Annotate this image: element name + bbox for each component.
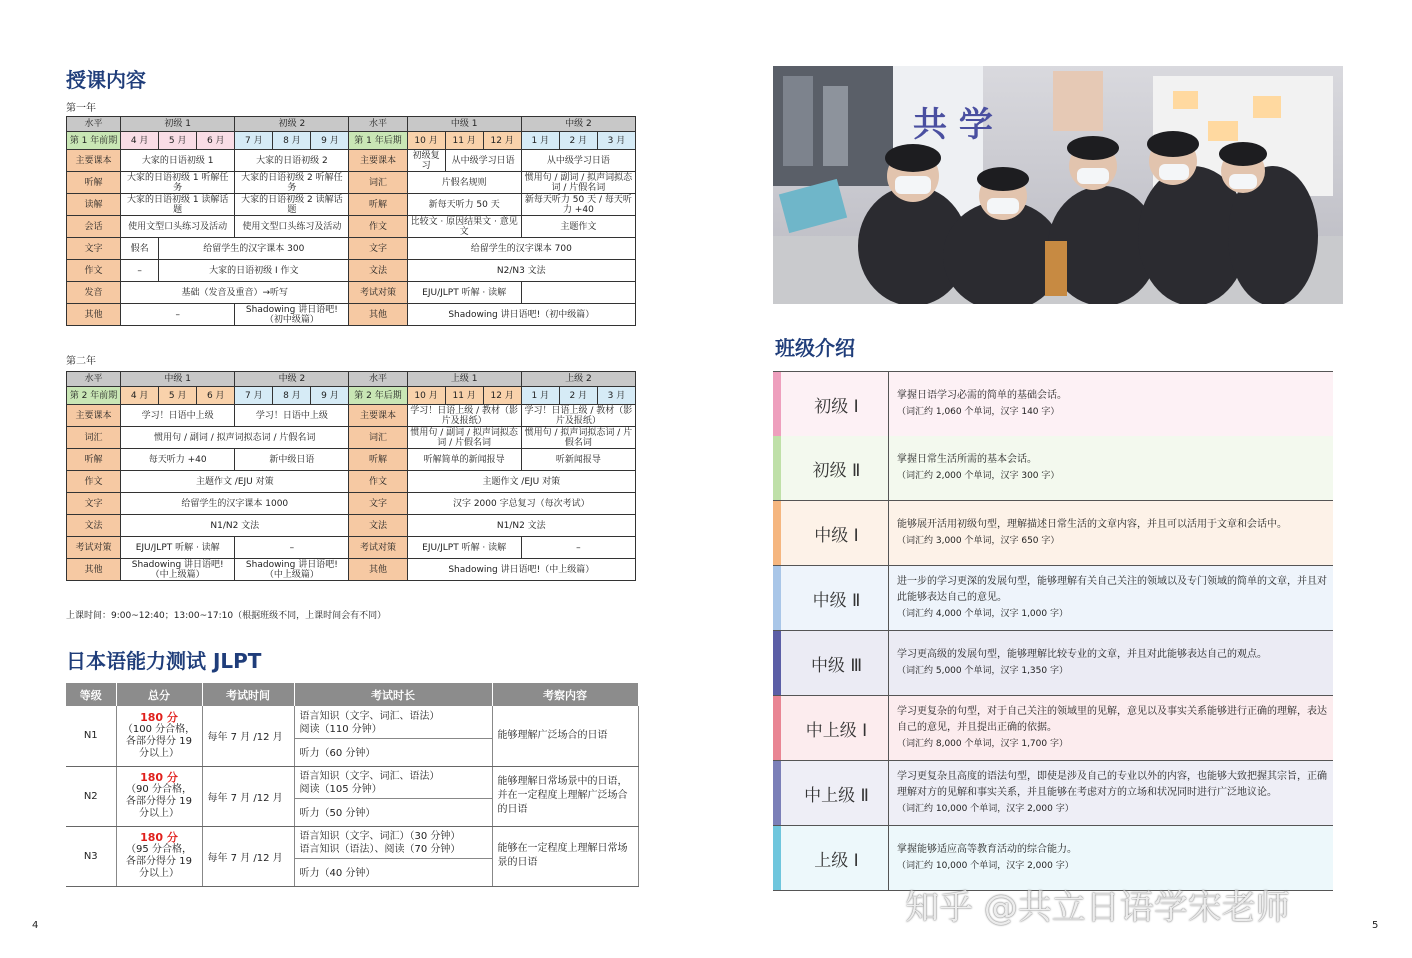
term-label: 第 2 年后期 xyxy=(349,387,407,405)
class-level-row xyxy=(773,566,1333,631)
cell: 主题作文 /EJU 对策 xyxy=(407,471,635,493)
cell: 给留学生的汉字课本 1000 xyxy=(121,493,349,515)
month-cell: 10 月 xyxy=(407,387,445,405)
jlpt-header: 总分 xyxy=(116,683,202,706)
jlpt-duration xyxy=(294,826,492,886)
cell: N1/N2 文法 xyxy=(121,515,349,537)
level-color-bar xyxy=(773,761,781,825)
month-cell: 1 月 xyxy=(521,132,559,150)
jlpt-table xyxy=(66,683,639,887)
cell: 大家的日语初级 I 作文 xyxy=(159,260,349,282)
month-cell: 3 月 xyxy=(597,132,635,150)
class-level-row xyxy=(773,371,1333,437)
row-label: 作文 xyxy=(349,471,407,493)
curriculum-table-year2 xyxy=(66,371,636,581)
month-cell: 7 月 xyxy=(235,387,273,405)
level-vocab: （词汇约 4,000 个单词，汉字 1,000 字） xyxy=(897,609,1068,619)
row-label: 作文 xyxy=(67,260,121,282)
level-desc-text: 掌握能够适应高等教育活动的综合能力。 xyxy=(897,844,1077,855)
jlpt-duration-line: 阅读（110 分钟） xyxy=(299,723,382,735)
jlpt-duration-line: 听力（40 分钟） xyxy=(299,868,376,879)
row-label: 主要课本 xyxy=(349,150,407,172)
month-cell: 9 月 xyxy=(311,387,349,405)
header-level: 水平 xyxy=(67,117,121,132)
row-label: 读解 xyxy=(67,194,121,216)
cell: 初级复习 xyxy=(407,150,445,172)
classroom-photo-illustration xyxy=(773,66,1343,304)
cell: 学习！日语上级 / 教材（影片及报纸） xyxy=(521,405,635,427)
level-vocab: （词汇约 1,060 个单词，汉字 140 字） xyxy=(897,407,1060,417)
cell: 比较文 · 原因结果文 · 意见文 xyxy=(407,216,521,238)
class-level-row xyxy=(773,436,1333,501)
row-label: 听解 xyxy=(67,449,121,471)
row-label: 文法 xyxy=(349,260,407,282)
header-intermediate-2: 中级 2 xyxy=(235,372,349,387)
row-label: 文字 xyxy=(349,493,407,515)
cell: 学习！日语中上级 xyxy=(121,405,235,427)
jlpt-level: N1 xyxy=(66,706,116,766)
row-label: 作文 xyxy=(349,216,407,238)
level-description xyxy=(897,696,1333,760)
level-name: 上级 Ⅰ xyxy=(785,826,889,890)
level-name: 中级 Ⅲ xyxy=(785,631,889,695)
cell: 惯用句 / 副词 / 拟声词拟态词 / 片假名词 xyxy=(407,427,521,449)
month-cell: 11 月 xyxy=(445,132,483,150)
header-intermediate-1: 中级 1 xyxy=(407,117,521,132)
cell: 基础（发音及重音）→听写 xyxy=(121,282,349,304)
jlpt-duration-line: 语言知识（语法）、阅读（70 分钟） xyxy=(299,844,461,855)
level-description xyxy=(897,436,1333,500)
row-label: 主要课本 xyxy=(67,405,121,427)
classroom-photo xyxy=(773,66,1343,304)
page-number-left: 4 xyxy=(32,920,39,931)
header-beginner-2: 初级 2 xyxy=(235,117,349,132)
row-label: 其他 xyxy=(67,304,121,326)
header-intermediate-2: 中级 2 xyxy=(521,117,635,132)
class-level-row xyxy=(773,761,1333,826)
cell: 汉字 2000 字总复习（每次考试） xyxy=(407,493,635,515)
level-vocab: （词汇约 5,000 个单词，汉字 1,350 字） xyxy=(897,666,1068,676)
cell: 主题作文 xyxy=(521,216,635,238)
month-cell: 7 月 xyxy=(235,132,273,150)
level-vocab: （词汇约 10,000 个单词，汉字 2,000 字） xyxy=(897,804,1074,814)
jlpt-score-value: 180 分 xyxy=(140,710,178,724)
row-label: 考试对策 xyxy=(349,537,407,559)
term-label: 第 1 年前期 xyxy=(67,132,121,150)
jlpt-date: 每年 7 月 /12 月 xyxy=(202,826,294,886)
watermark: 知乎 @共立日语学宋老师 xyxy=(905,888,1290,928)
cell: 使用文型口头练习及活动 xyxy=(235,216,349,238)
level-name: 初级 Ⅰ xyxy=(785,372,889,436)
month-cell: 5 月 xyxy=(159,132,197,150)
jlpt-score xyxy=(116,706,202,766)
level-color-bar xyxy=(773,826,781,890)
row-label: 文字 xyxy=(67,493,121,515)
level-vocab: （词汇约 2,000 个单词，汉字 300 字） xyxy=(897,471,1060,481)
jlpt-content: 能够理解日常场景中的日语，并在一定程度上理解广泛场合的日语 xyxy=(492,766,638,826)
level-description xyxy=(897,372,1333,436)
cell: 惯用句 / 拟声词拟态词 / 片假名词 xyxy=(521,427,635,449)
row-label: 其他 xyxy=(67,559,121,581)
section-title-classes: 班级介绍 xyxy=(775,336,855,360)
section-title-jlpt: 日本语能力测试 JLPT xyxy=(66,649,262,673)
jlpt-level: N2 xyxy=(66,766,116,826)
level-desc-text: 进一步的学习更深的发展句型，能够理解有关自己关注的领域以及专门领域的简单的文章，并且对此能够表达自己的意见。 xyxy=(897,576,1327,603)
month-cell: 10 月 xyxy=(407,132,445,150)
cell: 假名 xyxy=(121,238,159,260)
header-advanced-1: 上级 1 xyxy=(407,372,521,387)
cell: – xyxy=(121,304,235,326)
cell: 新每天听力 50 天 xyxy=(407,194,521,216)
term-label: 第 1 年后期 xyxy=(349,132,407,150)
cell: 大家的日语初级 1 听解任务 xyxy=(121,172,235,194)
cell: Shadowing 讲日语吧!（中上级篇） xyxy=(407,559,635,581)
cell: 大家的日语初级 2 xyxy=(235,150,349,172)
month-cell: 2 月 xyxy=(559,132,597,150)
cell: 学习！日语中上级 xyxy=(235,405,349,427)
cell: 每天听力 +40 xyxy=(121,449,235,471)
month-cell: 8 月 xyxy=(273,387,311,405)
row-label: 主要课本 xyxy=(67,150,121,172)
header-level: 水平 xyxy=(67,372,121,387)
jlpt-header: 考试时间 xyxy=(202,683,294,706)
row-label: 听解 xyxy=(67,172,121,194)
jlpt-duration-line: 听力（60 分钟） xyxy=(299,747,376,759)
jlpt-duration-line: 听力（50 分钟） xyxy=(299,808,376,819)
page-number-right: 5 xyxy=(1372,920,1379,931)
row-label: 文字 xyxy=(349,238,407,260)
jlpt-content: 能够在一定程度上理解日常场景的日语 xyxy=(492,826,638,886)
header-advanced-2: 上级 2 xyxy=(521,372,635,387)
jlpt-duration-line: 阅读（105 分钟） xyxy=(299,784,382,795)
cell: 新每天听力 50 天 / 每天听力 +40 xyxy=(521,194,635,216)
jlpt-score-value: 180 分 xyxy=(140,831,178,844)
year-label-2: 第二年 xyxy=(66,356,96,367)
cell: 大家的日语初级 2 听解任务 xyxy=(235,172,349,194)
level-description xyxy=(897,501,1333,565)
row-label: 文字 xyxy=(67,238,121,260)
month-cell: 8 月 xyxy=(273,132,311,150)
row-label: 其他 xyxy=(349,304,407,326)
month-cell: 6 月 xyxy=(197,387,235,405)
cell: 听新闻报导 xyxy=(521,449,635,471)
month-cell: 5 月 xyxy=(159,387,197,405)
level-color-bar xyxy=(773,436,781,500)
cell: 学习！日语上级 / 教材（影片及报纸） xyxy=(407,405,521,427)
cell: – xyxy=(235,537,349,559)
cell: 从中级学习日语 xyxy=(521,150,635,172)
header-level-2: 水平 xyxy=(349,117,407,132)
cell xyxy=(521,282,635,304)
month-cell: 4 月 xyxy=(121,387,159,405)
month-cell: 12 月 xyxy=(483,132,521,150)
level-desc-text: 学习更复杂且高度的语法句型，即使是涉及自己的专业以外的内容，也能够大致把握其宗旨，正确理解对方的见解和事实关系，并且能够在考虑对方的立场和状况同时进行广泛地议论。 xyxy=(897,771,1327,798)
row-label: 文法 xyxy=(349,515,407,537)
month-cell: 1 月 xyxy=(521,387,559,405)
cell: 大家的日语初级 1 读解话题 xyxy=(121,194,235,216)
month-cell: 2 月 xyxy=(559,387,597,405)
jlpt-score-note: （95 分合格，各部分得分 19 分以上） xyxy=(126,844,192,879)
level-color-bar xyxy=(773,631,781,695)
cell: 大家的日语初级 1 xyxy=(121,150,235,172)
level-desc-text: 掌握日常生活所需的基本会话。 xyxy=(897,454,1037,465)
header-beginner-1: 初级 1 xyxy=(121,117,235,132)
cell: Shadowing 讲日语吧!（中上级篇） xyxy=(121,559,235,581)
header-intermediate-1: 中级 1 xyxy=(121,372,235,387)
row-label: 词汇 xyxy=(67,427,121,449)
jlpt-duration-line: 语言知识（文字、词汇、语法） xyxy=(299,771,440,782)
jlpt-score-note: （90 分合格，各部分得分 19 分以上） xyxy=(126,784,192,819)
jlpt-header: 考试时长 xyxy=(294,683,492,706)
level-color-bar xyxy=(773,566,781,630)
row-label: 听解 xyxy=(349,449,407,471)
row-label: 听解 xyxy=(349,194,407,216)
class-level-row xyxy=(773,696,1333,761)
cell: 惯用句 / 副词 / 拟声词拟态词 / 片假名词 xyxy=(521,172,635,194)
cell: 新中级日语 xyxy=(235,449,349,471)
cell: 给留学生的汉字课本 300 xyxy=(159,238,349,260)
jlpt-date: 每年 7 月 /12 月 xyxy=(202,766,294,826)
level-name: 初级 Ⅱ xyxy=(785,436,889,500)
cell: 主题作文 /EJU 对策 xyxy=(121,471,349,493)
jlpt-score-value: 180 分 xyxy=(140,771,178,784)
header-level-2: 水平 xyxy=(349,372,407,387)
cell: 从中级学习日语 xyxy=(445,150,521,172)
term-label: 第 2 年前期 xyxy=(67,387,121,405)
row-label: 词汇 xyxy=(349,427,407,449)
level-name: 中级 Ⅱ xyxy=(785,566,889,630)
level-desc-text: 学习更高级的发展句型，能够理解比较专业的文章，并且对此能够表达自己的观点。 xyxy=(897,649,1267,660)
jlpt-duration-line: 语言知识（文字、词汇、语法） xyxy=(299,710,440,722)
jlpt-duration-line: 语言知识（文字、词汇）（30 分钟） xyxy=(299,831,461,842)
cell: – xyxy=(121,260,159,282)
row-label: 文法 xyxy=(67,515,121,537)
row-label: 考试对策 xyxy=(67,537,121,559)
row-label: 作文 xyxy=(67,471,121,493)
level-description xyxy=(897,631,1333,695)
jlpt-score xyxy=(116,766,202,826)
cell: N1/N2 文法 xyxy=(407,515,635,537)
cell: 惯用句 / 副词 / 拟声词拟态词 / 片假名词 xyxy=(121,427,349,449)
level-desc-text: 学习更复杂的句型，对于自己关注的领域里的见解，意见以及事实关系能够进行正确的理解，表达自己的意见，并且提出正确的依据。 xyxy=(897,706,1327,733)
level-vocab: （词汇约 8,000 个单词，汉字 1,700 字） xyxy=(897,739,1068,749)
class-time-note: 上课时间：9:00~12:40；13:00~17:10（根据班级不同，上课时间会有不同） xyxy=(66,611,387,621)
class-level-row xyxy=(773,631,1333,696)
row-label: 词汇 xyxy=(349,172,407,194)
year-label-1: 第一年 xyxy=(66,103,96,114)
cell: EJU/JLPT 听解 · 读解 xyxy=(407,537,521,559)
month-cell: 4 月 xyxy=(121,132,159,150)
row-label: 主要课本 xyxy=(349,405,407,427)
jlpt-content: 能够理解广泛场合的日语 xyxy=(492,706,638,766)
level-vocab: （词汇约 3,000 个单词，汉字 650 字） xyxy=(897,536,1060,546)
jlpt-duration xyxy=(294,706,492,766)
row-label: 其他 xyxy=(349,559,407,581)
cell: 给留学生的汉字课本 700 xyxy=(407,238,635,260)
level-name: 中上级 Ⅰ xyxy=(785,696,889,760)
level-description xyxy=(897,566,1333,630)
cell: Shadowing 讲日语吧!（初中级篇） xyxy=(235,304,349,326)
row-label: 会话 xyxy=(67,216,121,238)
level-name: 中级 Ⅰ xyxy=(785,501,889,565)
jlpt-date: 每年 7 月 /12 月 xyxy=(202,706,294,766)
cell: 片假名规则 xyxy=(407,172,521,194)
cell: – xyxy=(521,537,635,559)
month-cell: 9 月 xyxy=(311,132,349,150)
cell: EJU/JLPT 听解 · 读解 xyxy=(407,282,521,304)
jlpt-header: 等级 xyxy=(66,683,116,706)
photo-sign-text: 共 学 xyxy=(913,105,993,145)
month-cell: 11 月 xyxy=(445,387,483,405)
cell: Shadowing 讲日语吧!（中上级篇） xyxy=(235,559,349,581)
jlpt-duration xyxy=(294,766,492,826)
jlpt-level: N3 xyxy=(66,826,116,886)
level-color-bar xyxy=(773,696,781,760)
row-label: 发音 xyxy=(67,282,121,304)
curriculum-table-year1 xyxy=(66,116,636,326)
level-color-bar xyxy=(773,372,781,436)
jlpt-score xyxy=(116,826,202,886)
cell: 大家的日语初级 2 读解话题 xyxy=(235,194,349,216)
cell: N2/N3 文法 xyxy=(407,260,635,282)
level-description xyxy=(897,761,1333,825)
level-name: 中上级 Ⅱ xyxy=(785,761,889,825)
month-cell: 12 月 xyxy=(483,387,521,405)
level-vocab: （词汇约 10,000 个单词，汉字 2,000 字） xyxy=(897,861,1074,871)
section-title-curriculum: 授课内容 xyxy=(66,68,146,92)
cell: 听解简单的新闻报导 xyxy=(407,449,521,471)
cell: EJU/JLPT 听解 · 读解 xyxy=(121,537,235,559)
cell: Shadowing 讲日语吧!（初中级篇） xyxy=(407,304,635,326)
month-cell: 3 月 xyxy=(597,387,635,405)
class-level-row xyxy=(773,501,1333,566)
level-desc-text: 掌握日语学习必需的简单的基础会话。 xyxy=(897,390,1067,401)
jlpt-score-note: （100 分合格，各部分得分 19 分以上） xyxy=(122,723,196,759)
row-label: 考试对策 xyxy=(349,282,407,304)
jlpt-header: 考察内容 xyxy=(492,683,638,706)
level-desc-text: 能够展开活用初级句型，理解描述日常生活的文章内容，并且可以活用于文章和会话中。 xyxy=(897,519,1287,530)
month-cell: 6 月 xyxy=(197,132,235,150)
level-color-bar xyxy=(773,501,781,565)
cell: 使用文型口头练习及活动 xyxy=(121,216,235,238)
